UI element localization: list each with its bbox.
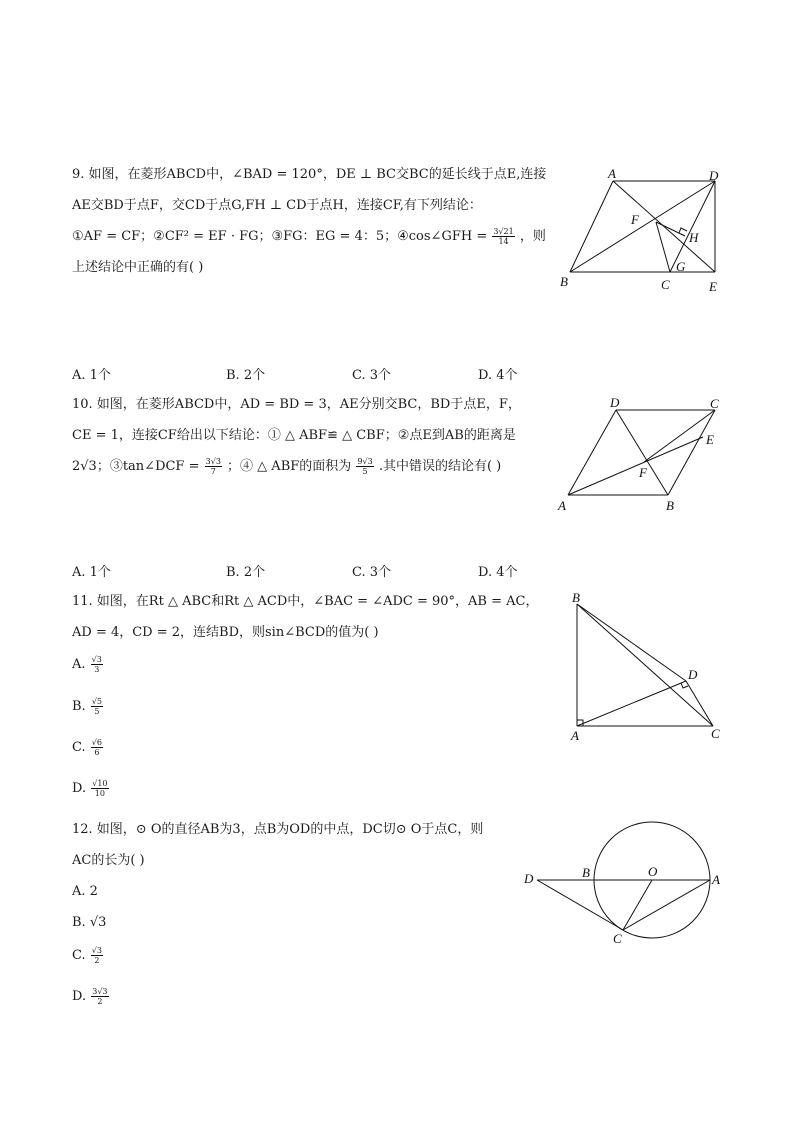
q10-option-a[interactable]: A. 1个 bbox=[72, 565, 111, 580]
q11-option-a-num: √3 bbox=[91, 655, 102, 664]
q11-option-c-den: 6 bbox=[94, 748, 100, 757]
q11-option-d[interactable] bbox=[72, 779, 110, 798]
q12-label-d: D bbox=[524, 871, 534, 886]
q9-option-d[interactable]: D. 4个 bbox=[478, 368, 518, 383]
q11-option-d-den: 10 bbox=[94, 789, 105, 798]
question-12 bbox=[72, 814, 542, 876]
q12-label-b: B bbox=[582, 865, 590, 880]
q11-line-2: AD = 4，CD = 2，连结BD，则sin∠BCD的值为( ) bbox=[72, 625, 379, 640]
q12-label-a: A bbox=[712, 872, 720, 887]
q9-label-d: D bbox=[709, 168, 719, 183]
q12-option-c-letter: C. bbox=[72, 948, 86, 963]
q10-line-3 bbox=[72, 451, 542, 482]
q9-line-1: 9. 如图，在菱形ABCD中，∠BAD = 120°，DE ⊥ BC交BC的延长线于点E,连接 bbox=[72, 167, 547, 182]
q10-figure bbox=[550, 395, 730, 517]
q11-option-a[interactable] bbox=[72, 655, 104, 674]
q12-label-o: O bbox=[648, 864, 658, 879]
q12-line-2: AC的长为( ) bbox=[72, 853, 145, 868]
q9-frac-den: 14 bbox=[498, 237, 509, 246]
q10-option-d[interactable]: D. 4个 bbox=[478, 565, 518, 580]
q10-label-d: D bbox=[610, 395, 620, 410]
q9-frac-num: 3√21 bbox=[493, 227, 514, 236]
q10-line-3a: 2√3；③tan∠DCF = bbox=[72, 459, 200, 474]
q11-option-b-num: √5 bbox=[91, 697, 103, 706]
q9-option-b[interactable]: B. 2个 bbox=[226, 368, 266, 383]
q9-option-c[interactable]: C. 3个 bbox=[352, 368, 392, 383]
q11-option-a-den: 3 bbox=[94, 665, 100, 674]
q11-option-a-letter: A. bbox=[72, 657, 86, 672]
q10-label-b: B bbox=[666, 498, 674, 513]
q12-option-c-num: √3 bbox=[91, 946, 102, 955]
q10-label-a: A bbox=[558, 498, 566, 513]
question-9 bbox=[72, 159, 547, 283]
q11-label-a: A bbox=[571, 728, 579, 743]
q9-label-g: G bbox=[676, 259, 686, 274]
question-11 bbox=[72, 586, 542, 648]
q11-option-d-letter: D. bbox=[72, 781, 87, 796]
q9-label-c: C bbox=[661, 277, 670, 292]
question-10 bbox=[72, 389, 542, 482]
q10-frac1-num: 3√3 bbox=[205, 457, 221, 466]
q12-option-d-den: 2 bbox=[97, 997, 103, 1006]
q10-options bbox=[72, 561, 542, 581]
q10-label-c: C bbox=[710, 396, 719, 411]
q10-frac1-den: 7 bbox=[210, 467, 216, 476]
q10-option-c[interactable]: C. 3个 bbox=[352, 565, 392, 580]
q11-option-b-den: 5 bbox=[94, 707, 100, 716]
q9-line-4: 上述结论中正确的有( ) bbox=[72, 260, 204, 275]
q12-option-a[interactable]: A. 2 bbox=[72, 884, 98, 899]
q9-line-2: AE交BD于点F，交CD于点G,FH ⊥ CD于点H，连接CF,有下列结论： bbox=[72, 198, 482, 213]
q12-line-1: 12. 如图，⊙ O的直径AB为3，点B为OD的中点，DC切⊙ O于点C，则 bbox=[72, 822, 484, 837]
q9-line-3b: ，则 bbox=[519, 229, 546, 244]
q11-option-c-letter: C. bbox=[72, 740, 86, 755]
q9-label-a: A bbox=[608, 166, 616, 181]
q10-fraction-1 bbox=[205, 457, 222, 476]
q11-label-d: D bbox=[688, 667, 698, 682]
q10-label-f: F bbox=[639, 465, 647, 480]
q9-line-3a: ①AF = CF；②CF² = EF · FG；③FG：EG = 4：5；④cos∠GFH = bbox=[72, 229, 488, 244]
q11-label-b: B bbox=[572, 590, 580, 605]
q12-option-b[interactable]: B. √3 bbox=[72, 915, 107, 930]
q11-option-b-letter: B. bbox=[72, 699, 86, 714]
q11-option-d-num: √10 bbox=[92, 779, 108, 788]
q10-option-b[interactable]: B. 2个 bbox=[226, 565, 266, 580]
q9-options bbox=[72, 364, 542, 384]
q9-label-b: B bbox=[560, 274, 568, 289]
q10-fraction-2 bbox=[356, 457, 373, 476]
q12-option-c[interactable] bbox=[72, 946, 104, 965]
q10-line-3b: ；④ △ ABF的面积为 bbox=[227, 459, 352, 474]
q10-line-3c: .其中错误的结论有( ) bbox=[378, 459, 502, 474]
q9-option-a[interactable]: A. 1个 bbox=[72, 368, 111, 383]
q11-option-c-num: √6 bbox=[91, 738, 102, 747]
q10-frac2-den: 5 bbox=[362, 467, 368, 476]
q10-line-2: CE = 1，连接CF给出以下结论：① △ ABF≌ △ CBF；②点E到AB的距离是 bbox=[72, 428, 516, 443]
q11-option-c[interactable] bbox=[72, 738, 104, 757]
q10-label-e: E bbox=[706, 432, 714, 447]
q10-frac2-num: 9√3 bbox=[357, 457, 373, 466]
q11-figure bbox=[560, 590, 730, 745]
q12-option-d[interactable] bbox=[72, 987, 110, 1006]
q11-option-b[interactable] bbox=[72, 697, 104, 716]
q9-figure bbox=[555, 165, 730, 295]
q12-label-c: C bbox=[613, 931, 622, 946]
q12-option-c-den: 2 bbox=[94, 956, 100, 965]
q9-label-e: E bbox=[709, 279, 717, 294]
q9-line-3 bbox=[72, 221, 546, 252]
q12-figure bbox=[520, 815, 730, 950]
q12-option-d-letter: D. bbox=[72, 989, 87, 1004]
q10-line-1: 10. 如图，在菱形ABCD中，AD = BD = 3，AE分别交BC，BD于点E，F， bbox=[72, 397, 521, 412]
q11-label-c: C bbox=[711, 726, 720, 741]
q9-fraction bbox=[492, 227, 514, 246]
q11-line-1: 11. 如图，在Rt △ ABC和Rt △ ACD中，∠BAC = ∠ADC = 90°，AB = AC， bbox=[72, 594, 539, 609]
q12-option-d-num: 3√3 bbox=[92, 987, 108, 996]
q9-label-f: F bbox=[631, 212, 639, 227]
q9-label-h: H bbox=[689, 230, 699, 245]
